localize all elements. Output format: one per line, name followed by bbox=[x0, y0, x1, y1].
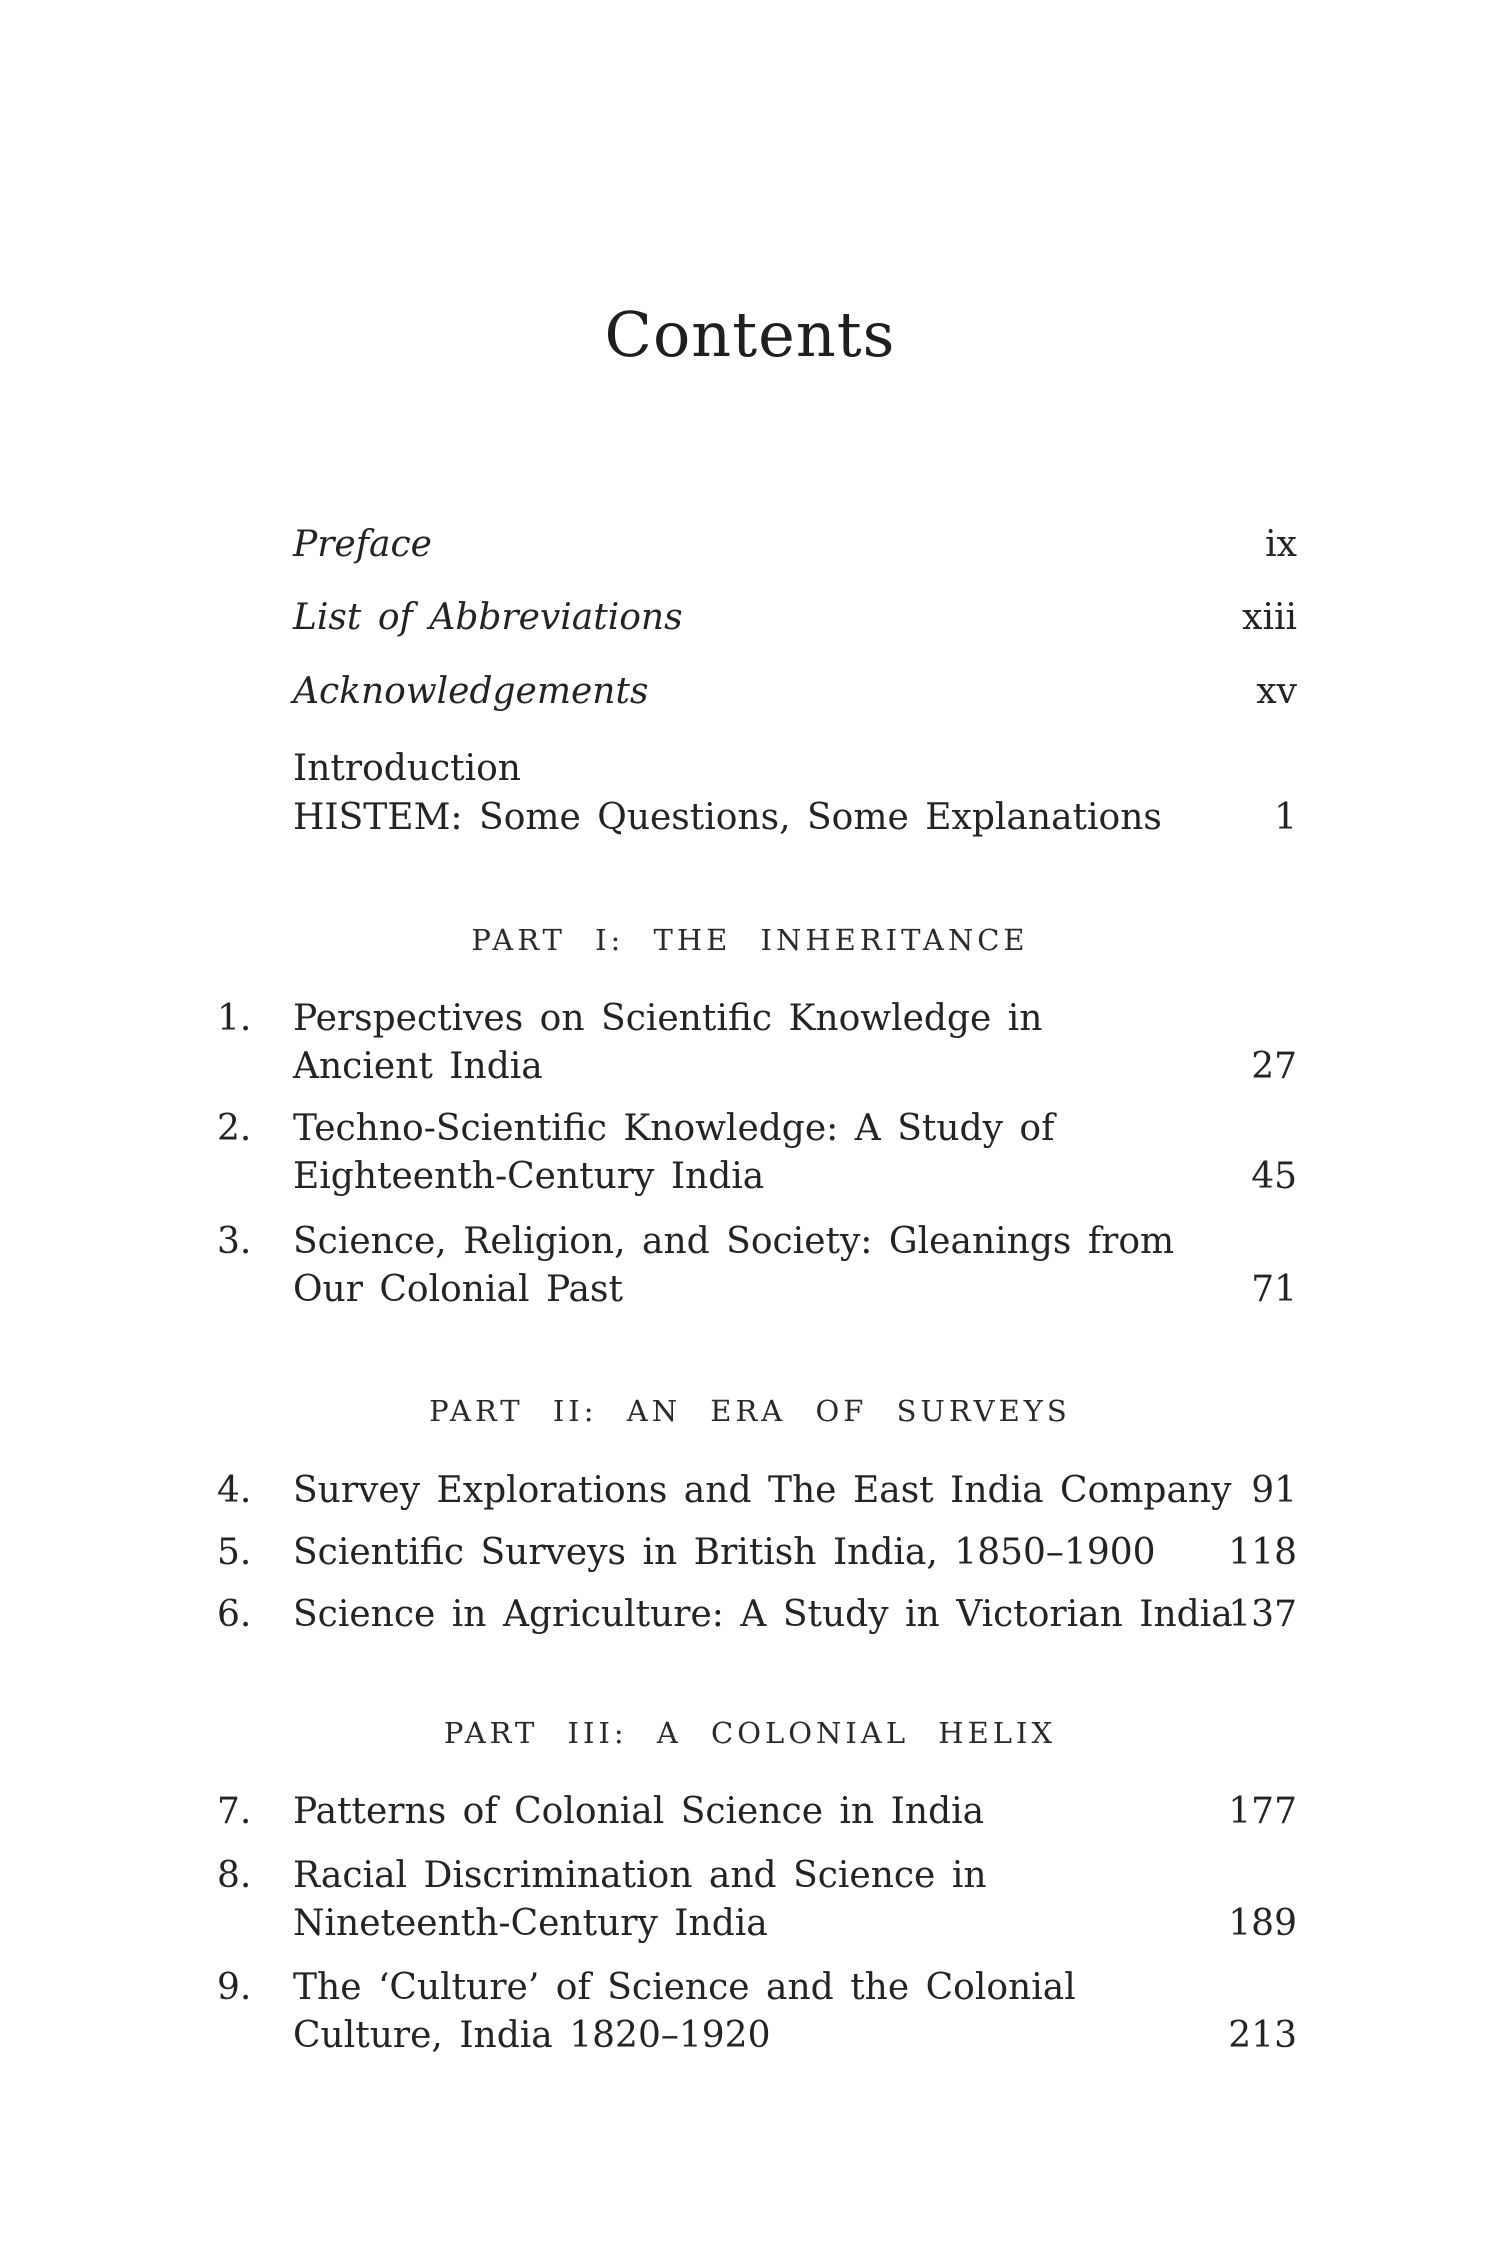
page-number: xv bbox=[1256, 671, 1297, 712]
chapter-number: 1. bbox=[217, 998, 252, 1039]
chapter-row bbox=[217, 1532, 1297, 1584]
part-heading: PART I: THE INHERITANCE bbox=[471, 923, 1029, 957]
chapter-number: 8. bbox=[217, 1855, 252, 1896]
chapter-row bbox=[217, 1221, 1297, 1273]
introduction-row bbox=[293, 797, 1297, 849]
chapter-number: 3. bbox=[217, 1221, 252, 1262]
part-heading: PART II: AN ERA OF SURVEYS bbox=[429, 1394, 1071, 1428]
chapter-row bbox=[217, 1967, 1297, 2019]
chapter-row bbox=[217, 998, 1297, 1050]
front-matter-label: Acknowledgements bbox=[293, 671, 649, 712]
chapter-title-line: Science, Religion, and Society: Gleanings from bbox=[293, 1221, 1175, 1262]
chapter-row bbox=[217, 1269, 1297, 1321]
chapter-number: 9. bbox=[217, 1967, 252, 2008]
chapter-number: 5. bbox=[217, 1532, 252, 1573]
introduction-title-line: Introduction bbox=[293, 748, 521, 789]
page-number: 177 bbox=[1228, 1791, 1297, 1832]
chapter-title-line: Nineteenth-Century India bbox=[293, 1903, 768, 1944]
front-matter-row bbox=[293, 671, 1297, 723]
chapter-row bbox=[217, 1046, 1297, 1098]
chapter-title-line: Techno-Scientific Knowledge: A Study of bbox=[293, 1108, 1055, 1149]
chapter-row bbox=[217, 1156, 1297, 1208]
chapter-row bbox=[217, 2015, 1297, 2067]
chapter-number: 2. bbox=[217, 1108, 252, 1149]
chapter-title-line: Perspectives on Scientific Knowledge in bbox=[293, 998, 1043, 1039]
part-heading: PART III: A COLONIAL HELIX bbox=[443, 1716, 1057, 1750]
chapter-title-line: Eighteenth-Century India bbox=[293, 1156, 765, 1197]
page-number: ix bbox=[1265, 524, 1297, 565]
chapter-row bbox=[217, 1855, 1297, 1907]
page-number: 137 bbox=[1228, 1594, 1297, 1635]
chapter-number: 6. bbox=[217, 1594, 252, 1635]
front-matter-label: List of Abbreviations bbox=[293, 597, 683, 638]
chapter-title-line: The ‘Culture’ of Science and the Colonial bbox=[293, 1967, 1076, 2008]
chapter-title-line: Science in Agriculture: A Study in Victorian India bbox=[293, 1594, 1233, 1635]
front-matter-label: Preface bbox=[293, 524, 432, 565]
chapter-number: 4. bbox=[217, 1470, 252, 1511]
chapter-number: 7. bbox=[217, 1791, 252, 1832]
page-number: xiii bbox=[1242, 597, 1297, 638]
page-number: 27 bbox=[1251, 1046, 1297, 1087]
page-number: 71 bbox=[1251, 1269, 1297, 1310]
page-number: 91 bbox=[1251, 1470, 1297, 1511]
page-number: 213 bbox=[1228, 2015, 1297, 2056]
front-matter-row bbox=[293, 524, 1297, 576]
page-title: Contents bbox=[604, 298, 896, 371]
chapter-title-line: Culture, India 1820–1920 bbox=[293, 2015, 771, 2056]
chapter-row bbox=[217, 1470, 1297, 1522]
chapter-title-line: Ancient India bbox=[293, 1046, 543, 1087]
chapter-title-line: Scientific Surveys in British India, 1850–1900 bbox=[293, 1532, 1156, 1573]
chapter-row bbox=[217, 1108, 1297, 1160]
chapter-title-line: Racial Discrimination and Science in bbox=[293, 1855, 987, 1896]
chapter-title-line: Our Colonial Past bbox=[293, 1269, 623, 1310]
page-number: 118 bbox=[1228, 1532, 1297, 1573]
chapter-title-line: Survey Explorations and The East India Company bbox=[293, 1470, 1232, 1511]
chapter-title-line: Patterns of Colonial Science in India bbox=[293, 1791, 985, 1832]
page-number: 189 bbox=[1228, 1903, 1297, 1944]
chapter-row bbox=[217, 1791, 1297, 1843]
page-number: 1 bbox=[1274, 797, 1297, 838]
chapter-row bbox=[217, 1594, 1297, 1646]
introduction-row bbox=[293, 748, 1297, 800]
page-number: 45 bbox=[1251, 1156, 1297, 1197]
front-matter-row bbox=[293, 597, 1297, 649]
chapter-row bbox=[217, 1903, 1297, 1955]
introduction-title-line: HISTEM: Some Questions, Some Explanations bbox=[293, 797, 1162, 838]
